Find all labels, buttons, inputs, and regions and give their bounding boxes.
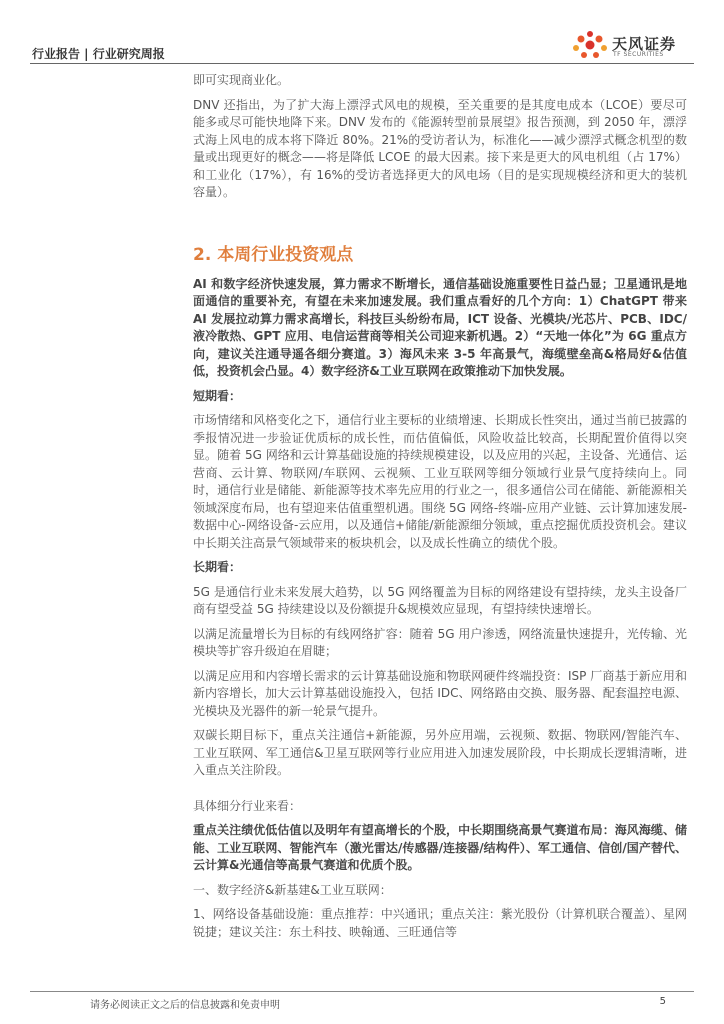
paragraph-5g: 5G 是通信行业未来发展大趋势，以 5G 网络覆盖为目标的网络建设有望持续，龙头主设备厂商有望受益 5G 持续建设以及份额提升&规模效应显现，有望持续快速增长。 bbox=[193, 584, 687, 616]
tf-logo-icon bbox=[570, 30, 610, 60]
paragraph-short-term: 市场情绪和风格变化之下，通信行业主要标的业绩增速、长期成长性突出，通过当前已披露的季报情况进一步验证优质标的成长性，而估值偏低，风险收益比较高，长期配置价值得以突显。随着 5G 网络和云计算基础设施的持续规模建设，以及应用的兴起，主设备、光通信、运营商、云计算、物联网/车联网、云视频、工业互联网等细分领域行业景气度持续向上。同时，通信行业是储能、新能源等技术率先应用的行业之一，很多通信公司在储能、新能源相关领域深度布局，也有望迎来估值重塑机遇。围绕 5G 网络-终端-应用产业链、云计算加速发展-数据中心-网络设备-云应用，以及通信+储能/新能源细分领域，重点挖掘优质投资机会。建议中长期关注高景气领域带来的板块机会，以及成长性确立的绩优个股。 bbox=[193, 413, 687, 550]
paragraph-cloud: 以满足应用和内容增长需求的云计算基础设施和物联网硬件终端投资：ISP 厂商基于新应用和新内容增长，加大云计算基础设施投入，包括 IDC、网络路由交换、服务器、配套温控电源、光模块及光器件的新一轮景气提升。 bbox=[193, 668, 687, 718]
footer-divider bbox=[30, 991, 694, 992]
footer-disclaimer: 请务必阅读正文之后的信息披露和免责申明 bbox=[90, 1000, 280, 1011]
paragraph-network-devices: 1、网络设备基础设施：重点推荐：中兴通讯；重点关注：紫光股份（计算机联合覆盖）、星网锐捷；建议关注：东土科技、映翰通、三旺通信等 bbox=[193, 907, 687, 939]
paragraph-dnv: DNV 还指出，为了扩大海上漂浮式风电的规模，至关重要的是其度电成本（LCOE）要尽可能多或尽可能快地降下来。DNV 发布的《能源转型前景展望》报告预测，到 2050 年，漂浮式海上风电的成本将下降近 80%。21%的受访者认为，标准化——减少漂浮式概念机型的数量或出现更好的概念——将是降低 LCOE 的最大因素。接下来是更大的风电机组（占 17%）和工业化（17%），有 16%的受访者选择更大的风电场（目的是实现规模经济和更大的装机容量）。 bbox=[193, 97, 687, 199]
paragraph-wired-network: 以满足流量增长为目标的有线网络扩容：随着 5G 用户渗透，网络流量快速提升，光传输、光模块等扩容升级迫在眉睫； bbox=[193, 626, 687, 658]
page-number: 5 bbox=[659, 996, 666, 1007]
section-heading: 2. 本周行业投资观点 bbox=[193, 244, 354, 265]
paragraph-focus: 重点关注绩优低估值以及明年有望高增长的个股，中长期围绕高景气赛道布局：海风海缆、储能、工业互联网、智能汽车（激光雷达/传感器/连接器/结构件）、军工通信、信创/国产替代、云计算&光通信等高景气赛道和优质个股。 bbox=[193, 823, 687, 872]
paragraph-intro-end: 即可实现商业化。 bbox=[193, 73, 290, 87]
long-term-label: 长期看： bbox=[193, 560, 242, 574]
subheading-digital-economy: 一、数字经济&新基建&工业互联网： bbox=[193, 882, 392, 897]
paragraph-investment-view: AI 和数字经济快速发展，算力需求不断增长，通信基础设施重要性日益凸显；卫星通讯是地面通信的重要补充，有望在未来加速发展。我们重点看好的几个方向：1）ChatGPT 带来 AI 发展拉动算力需求高增长，科技巨头纷纷布局，ICT 设备、光模块/光芯片、PCB、IDC/液冷散热、GPT 应用、电信运营商等相关公司迎来新机遇。2）“天地一体化”为 6G 重点方向，建议关注通导遥各细分赛道。3）海风未来 3-5 年高景气，海缆壁垒高&格局好&估值低，投资机会凸显。4）数字经济&工业互联网在政策推动下加快发展。 bbox=[193, 276, 687, 378]
logo-name-en: TF SECURITIES bbox=[613, 51, 664, 58]
paragraph-dual-carbon: 双碳长期目标下，重点关注通信+新能源，另外应用端，云视频、数据、物联网/智能汽车、工业互联网、军工通信&卫星互联网等行业应用进入加速发展阶段，中长期成长逻辑清晰，进入重点关注阶段。 bbox=[193, 728, 687, 777]
logo-name-cn: 天风证券 bbox=[612, 35, 677, 53]
header-divider bbox=[30, 63, 694, 64]
main-content bbox=[193, 72, 687, 941]
segment-label: 具体细分行业来看： bbox=[193, 798, 302, 813]
short-term-label: 短期看： bbox=[193, 388, 242, 403]
report-category: 行业报告 | 行业研究周报 bbox=[32, 47, 165, 61]
company-logo bbox=[570, 30, 700, 60]
